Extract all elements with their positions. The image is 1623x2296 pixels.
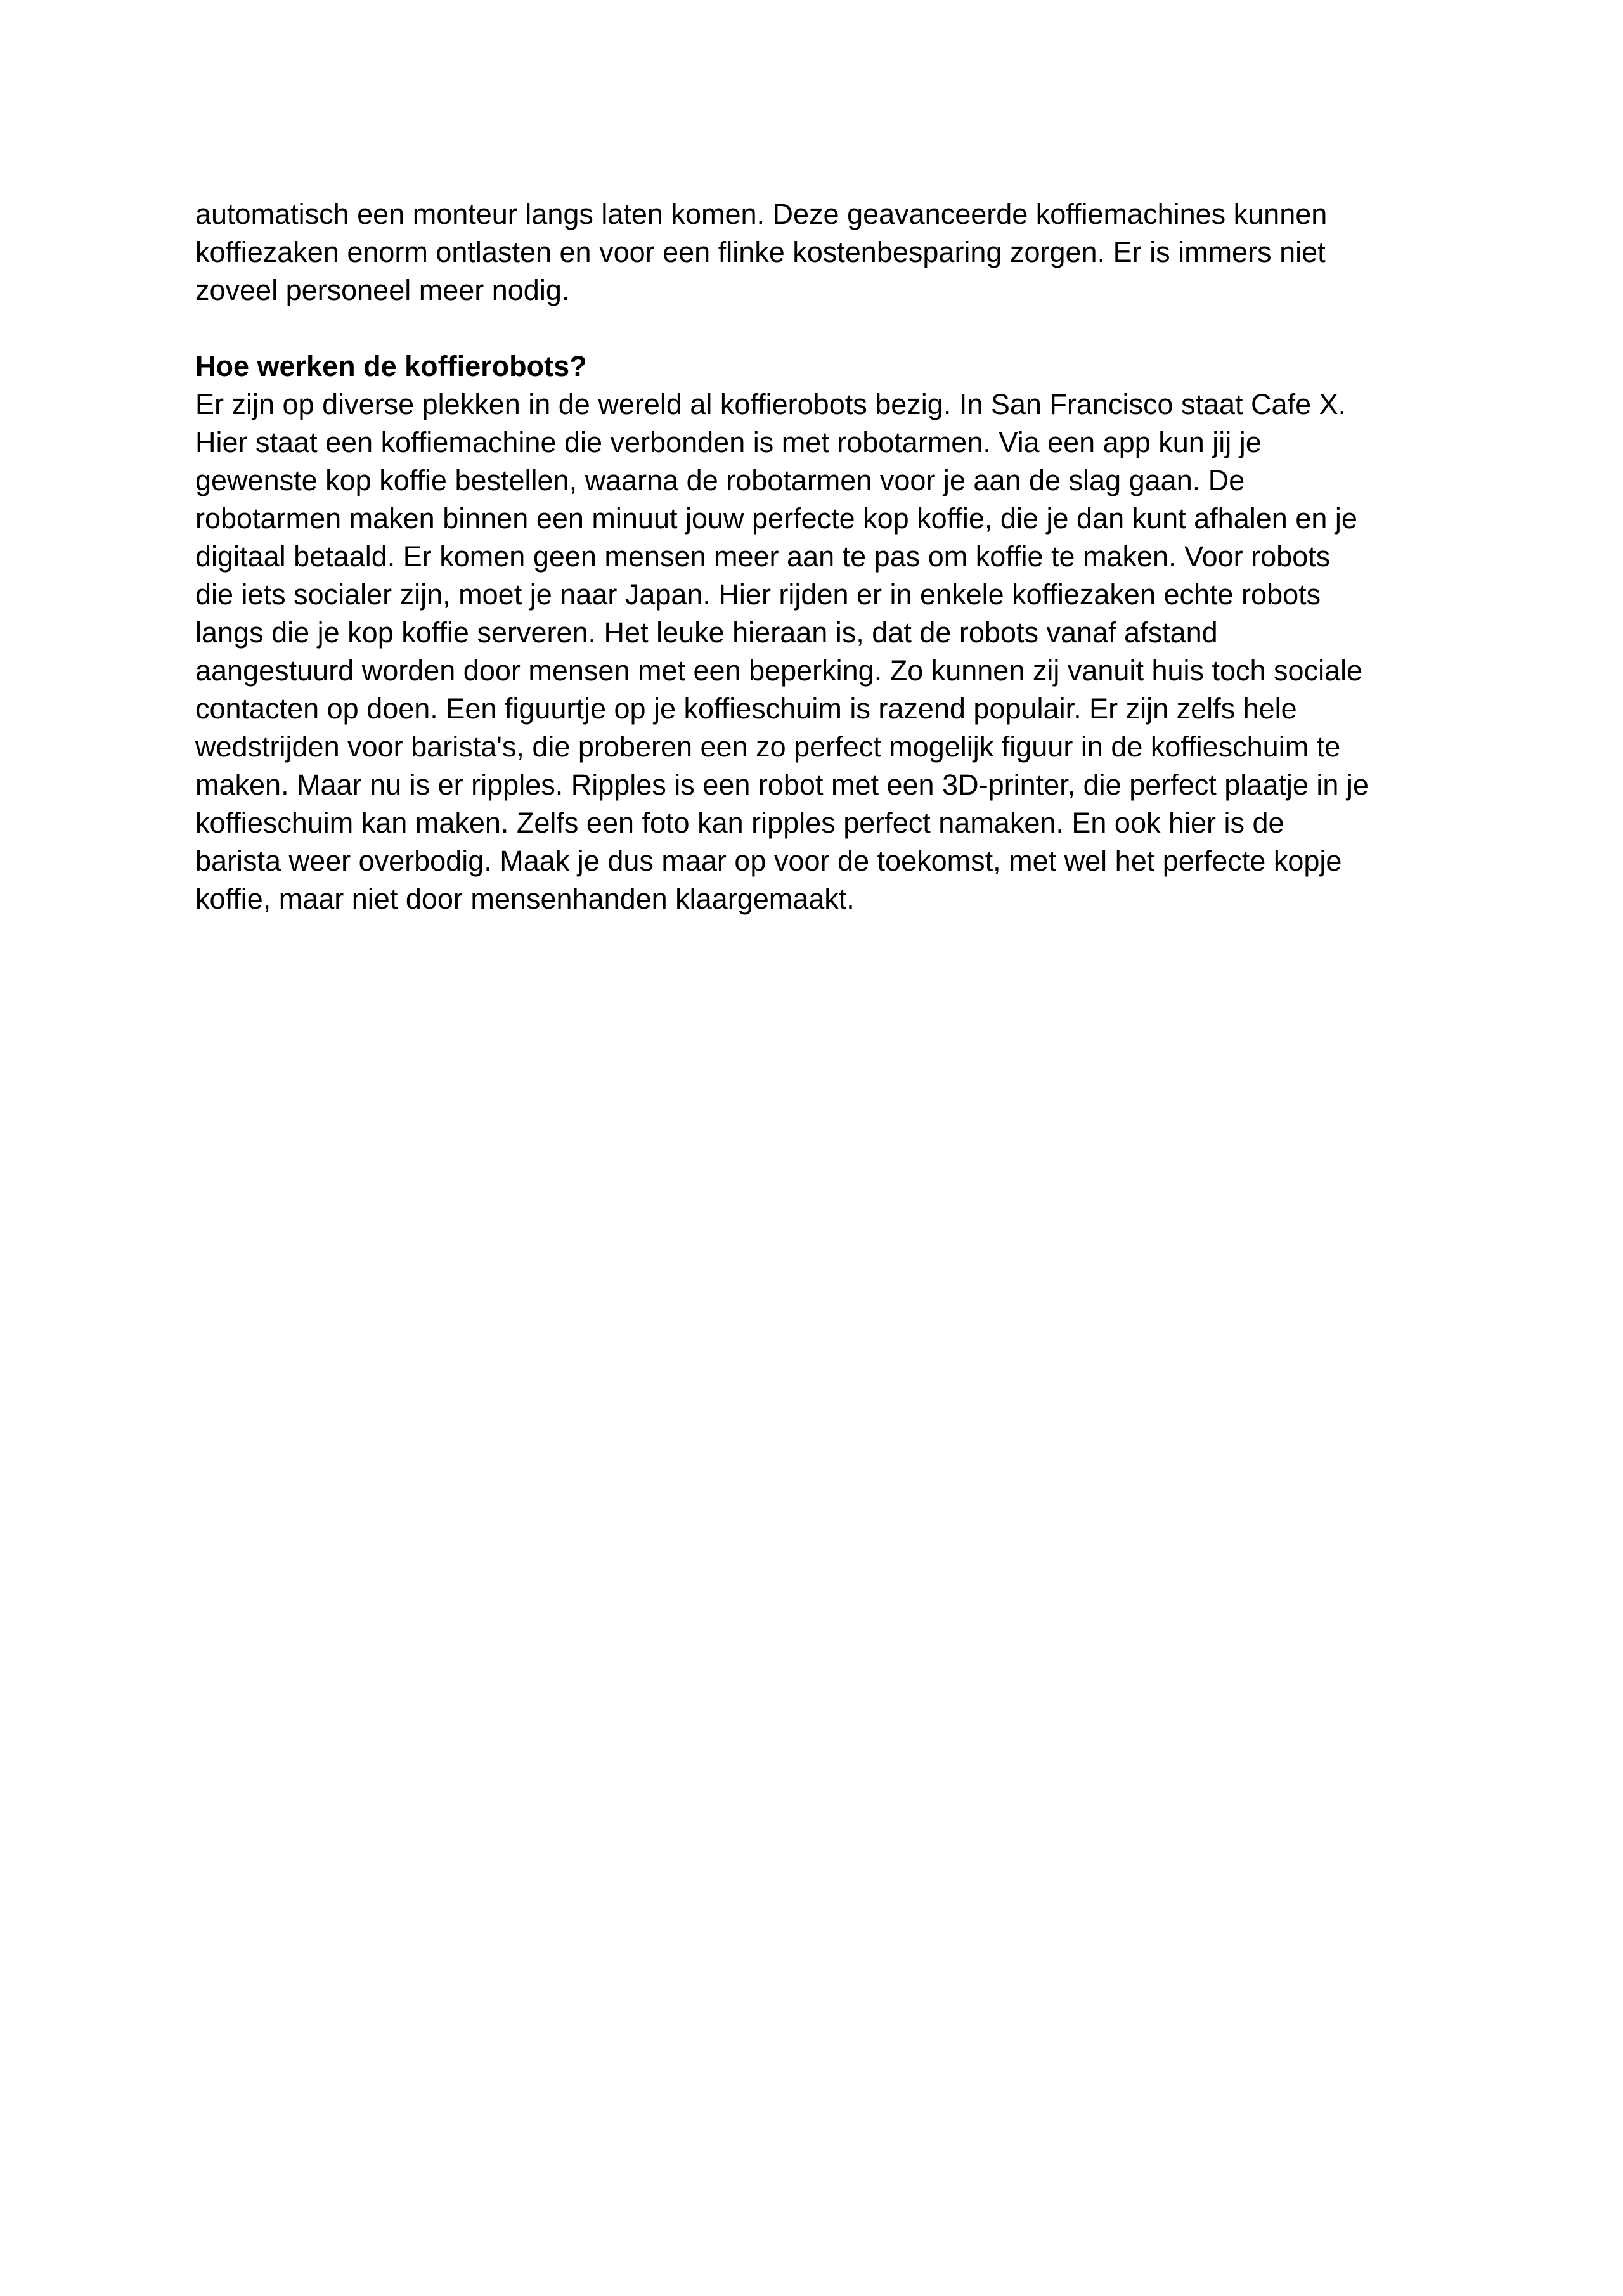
paragraph-line: Hier staat een koffiemachine die verbonden is met robotarmen. Via een app kun jij je xyxy=(195,426,1262,458)
paragraph-line: zoveel personeel meer nodig. xyxy=(195,274,570,306)
paragraph-spacer xyxy=(195,309,1463,347)
paragraph-line: automatisch een monteur langs laten komen. Deze geavanceerde koffiemachines kunnen xyxy=(195,198,1328,230)
section-heading: Hoe werken de koffierobots? xyxy=(195,350,587,382)
paragraph-line: Er zijn op diverse plekken in de wereld al koffierobots bezig. In San Francisco staat Cafe X. xyxy=(195,388,1347,420)
paragraph-line: koffiezaken enorm ontlasten en voor een flinke kostenbesparing zorgen. Er is immers niet xyxy=(195,236,1326,268)
paragraph-line: koffieschuim kan maken. Zelfs een foto kan ripples perfect namaken. En ook hier is de xyxy=(195,807,1284,839)
paragraph-line: die iets socialer zijn, moet je naar Japan. Hier rijden er in enkele koffiezaken echte robots xyxy=(195,578,1321,611)
paragraph-line: koffie, maar niet door mensenhanden klaargemaakt. xyxy=(195,883,855,915)
paragraph-line: contacten op doen. Een figuurtje op je koffieschuim is razend populair. Er zijn zelfs hele xyxy=(195,692,1297,725)
document-body xyxy=(195,195,1463,918)
paragraph-line: wedstrijden voor barista's, die proberen een zo perfect mogelijk figuur in de koffieschuim te xyxy=(195,730,1341,763)
paragraph-line: maken. Maar nu is er ripples. Ripples is een robot met een 3D-printer, die perfect plaatje in je xyxy=(195,769,1369,801)
paragraph-line: gewenste kop koffie bestellen, waarna de robotarmen voor je aan de slag gaan. De xyxy=(195,464,1245,496)
paragraph-line: barista weer overbodig. Maak je dus maar op voor de toekomst, met wel het perfecte kopje xyxy=(195,845,1342,877)
paragraph-line: langs die je kop koffie serveren. Het leuke hieraan is, dat de robots vanaf afstand xyxy=(195,616,1218,649)
paragraph-line: aangestuurd worden door mensen met een beperking. Zo kunnen zij vanuit huis toch sociale xyxy=(195,654,1363,687)
paragraph-line: robotarmen maken binnen een minuut jouw perfecte kop koffie, die je dan kunt afhalen en je xyxy=(195,502,1357,535)
paragraph-line: digitaal betaald. Er komen geen mensen meer aan te pas om koffie te maken. Voor robots xyxy=(195,540,1331,573)
